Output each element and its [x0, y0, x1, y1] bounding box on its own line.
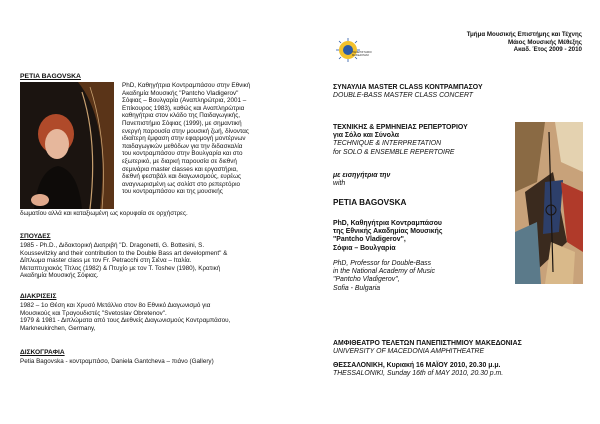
- studies-line: Δίπλωμα master class με τον Fr. Petracchi στη Σιένα – Ιταλία.: [20, 257, 192, 265]
- date-greek: ΘΕΣΣΑΛΟΝΙΚΗ, Κυριακή 16 ΜΑΪΟΥ 2010, 20.30 μ.μ.: [333, 362, 501, 369]
- bio-line: καθηγήτρια στον κλάδο της Παιδαγωγικής,: [122, 112, 241, 120]
- header-event: Μάιος Μουσικής Μέθεξης: [507, 38, 582, 46]
- bio-tail: δωματίου αλλά και καταξιωμένη ως κορυφαία σε ορχήστρες.: [20, 210, 188, 217]
- venue-block: [333, 340, 593, 356]
- awards-line: 1979 & 1981 - Διπλώματα από τους Διεθνείς Διαγωνισμούς Κοντραμπάσου,: [20, 317, 231, 325]
- cred-en-line: in the National Academy of Music: [333, 268, 436, 276]
- discography-line: Petia Bagovska - κοντραμπάσο, Daniela Gantcheva – πιάνο (Gallery): [20, 358, 214, 365]
- cred-en-line: Sofia - Bulgaria: [333, 284, 381, 292]
- bio-line: Επίκουρος 1983), καθώς και Αναπληρώτρια: [122, 104, 245, 112]
- studies-heading: ΣΠΟΥΔΕΣ: [20, 233, 51, 240]
- title-english: DOUBLE-BASS MASTER CLASS CONCERT: [333, 92, 474, 100]
- university-logo-text: ΠΑΝΕΠΙΣΤΗΜΙΟ ΜΑΚΕΔΟΝΙΑΣ: [352, 51, 372, 57]
- awards-line: Markneukirchen, Germany,: [20, 324, 96, 332]
- studies-line: Ακαδημία Μουσικής Σόφιας.: [20, 272, 99, 280]
- technique-greek-2: για Σόλο και Σύνολα: [333, 132, 399, 140]
- venue-english: UNIVERSITY OF MACEDONIA AMPHITHEATRE: [333, 348, 485, 356]
- cred-gr-line: "Pantcho Vladigerov",: [333, 236, 406, 244]
- page-header: [382, 31, 582, 54]
- awards-section: [20, 302, 286, 332]
- bio-paragraph: [122, 82, 282, 196]
- bio-line: διεθνή φεστιβάλ και διαγωνισμούς, ευρέως: [122, 173, 242, 181]
- discography-heading: ΔΙΣΚΟΓΡΑΦΙΑ: [20, 349, 65, 356]
- bio-line: Σόφιας – Βουλγαρία (Αναπληρώτρια, 2001 –: [122, 97, 247, 105]
- header-department: Τμήμα Μουσικής Επιστήμης και Τέχνης: [466, 31, 582, 38]
- awards-line: Μουσικούς και Τραγουδιστές "Svetoslav Obretenov".: [20, 309, 167, 317]
- bio-line: ενεργή παρουσία στην μουσική ζωή, δίνοντας: [122, 127, 249, 135]
- credentials-english: [333, 260, 508, 293]
- studies-line: Koussevitzky and their contribution to the Double Bass art development" &: [20, 249, 228, 257]
- with-block: [333, 172, 508, 188]
- bio-line: PhD, Καθηγήτρια Κοντραμπάσου στην Εθνική: [122, 82, 251, 89]
- awards-line: 1982 – 1ο Θέση και Χρυσό Μετάλλιο στον 8ο Εθνικό Διαγωνισμό για: [20, 302, 211, 309]
- cred-gr-line: της Εθνικής Ακαδημίας Μουσικής: [333, 228, 443, 236]
- cred-en-line: "Pantcho Vladigerov",: [333, 276, 400, 284]
- cred-en-line: PhD, Professor for Double-Bass: [333, 260, 432, 267]
- bio-line: Πανεπιστήμιο Σόφιας (1999), με σημαντική: [122, 119, 242, 127]
- studies-line: Μεταπτυχιακός Τίτλος (1982) & Πτυχίο με τον T. Toshev (1980), Κρατική: [20, 264, 221, 272]
- bio-line: εξωτερικό, με διαρκή παρουσία σε διεθνή: [122, 157, 237, 165]
- header-year: Ακαδ. Έτος 2009 - 2010: [513, 46, 582, 54]
- technique-greek-1: ΤΕΧΝΙΚΗΣ & ΕΡΜΗΝΕΙΑΣ ΡΕΠΕΡΤΟΡΙΟΥ: [333, 124, 468, 131]
- bio-line: σεμινάρια master classes και εργαστήρια,: [122, 165, 238, 173]
- credentials-greek: [333, 220, 508, 253]
- cred-gr-line: PhD, Καθηγήτρια Κοντραμπάσου: [333, 220, 442, 227]
- bio-line: παιδαγωγικών μεθόδων για την διδασκαλία: [122, 142, 243, 150]
- awards-heading: ΔΙΑΚΡΙΣΕΙΣ: [20, 293, 57, 300]
- studies-line: 1985 - Ph.D., Διδακτορική Διατριβή "D. Dragonetti, G. Bottesini, S.: [20, 242, 205, 249]
- bio-line: Ακαδημία Μουσικής "Pantcho Vladigerov": [122, 89, 239, 97]
- date-block: [333, 362, 593, 378]
- concert-title: [333, 84, 573, 100]
- bio-line: αναγνωρισμένη ως σολίστ στο ρεπερτόριο: [122, 180, 241, 188]
- with-english: with: [333, 180, 346, 188]
- bio-line: του κοντραμπάσου στην Βουλγαρία και στο: [122, 150, 243, 158]
- bio-line: του κοντραμπάσου και της μουσικής: [122, 188, 223, 196]
- venue-greek: ΑΜΦΙΘΕΑΤΡΟ ΤΕΛΕΤΩΝ ΠΑΝΕΠΙΣΤΗΜΙΟΥ ΜΑΚΕΔΟΝΙΑΣ: [333, 340, 522, 347]
- technique-block: [333, 124, 508, 157]
- date-english: THESSALONIKI, Sunday 16th of MAY 2010, 20.30 p.m.: [333, 370, 504, 378]
- technique-english-2: for SOLO & ENSEMBLE REPERTOIRE: [333, 148, 455, 156]
- bio-line: ιδιαίτερη έμφαση στην εφαρμογή μοντέρνων: [122, 135, 246, 143]
- title-greek: ΣΥΝΑΥΛΙΑ MASTER CLASS ΚΟΝΤΡΑΜΠΑΣΟΥ: [333, 84, 483, 91]
- cubist-painting: [515, 122, 583, 284]
- speaker-name: PETIA BAGOVSKA: [333, 198, 407, 207]
- cred-gr-line: Σόφια – Βουλγαρία: [333, 244, 396, 252]
- speaker-photo: [20, 82, 114, 209]
- technique-english-1: TECHNIQUE & INTERPRETATION: [333, 140, 442, 148]
- with-greek: με εισηγήτρια την: [333, 172, 391, 179]
- studies-section: [20, 242, 286, 280]
- speaker-name-heading: PETIA BAGOVSKA: [20, 73, 81, 80]
